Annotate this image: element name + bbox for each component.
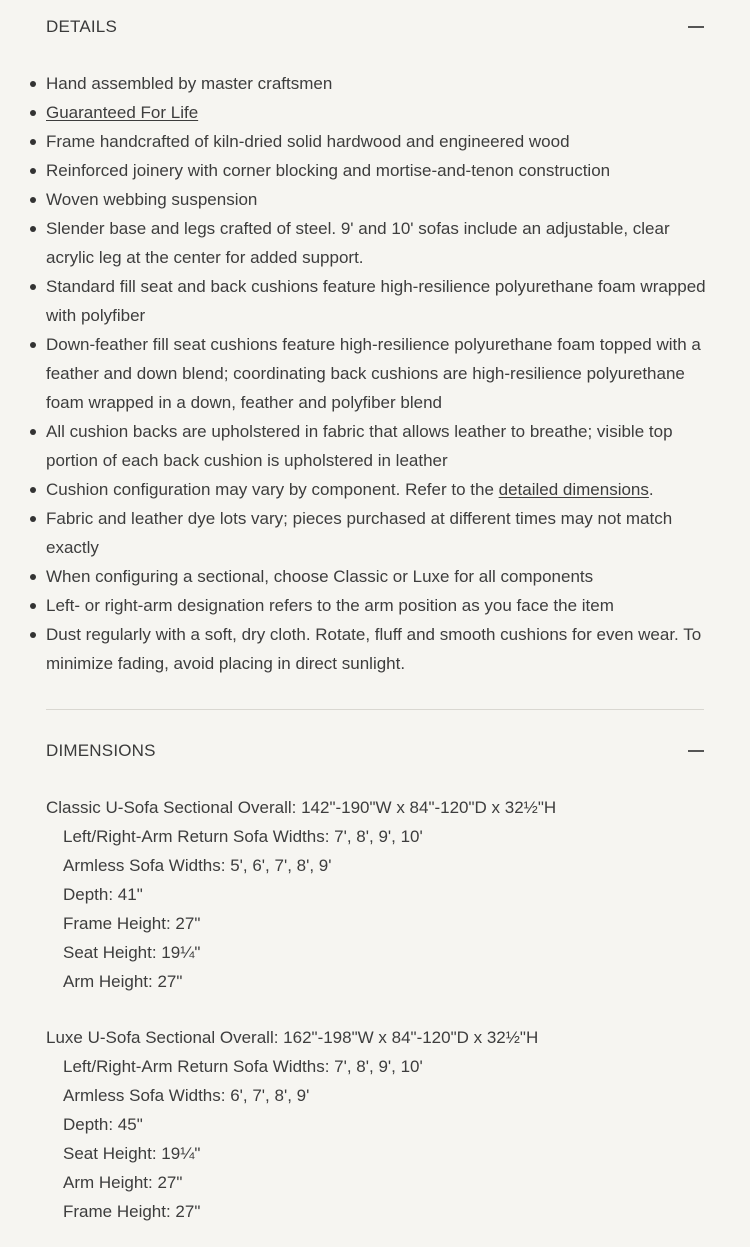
classic-spec: Depth: 41": [63, 885, 143, 904]
list-item: Left- or right-arm designation refers to the arm position as you face the item: [46, 591, 706, 620]
bullet-icon: [30, 284, 36, 290]
details-list: [46, 69, 706, 678]
list-item: Cushion configuration may vary by component. Refer to the detailed dimensions.: [46, 475, 706, 504]
classic-spec: Frame Height: 27": [63, 914, 201, 933]
detailed-dimensions-link[interactable]: detailed dimensions: [498, 480, 649, 499]
bullet-icon: [30, 429, 36, 435]
luxe-spec: Left/Right-Arm Return Sofa Widths: 7', 8', 9', 10': [63, 1057, 423, 1076]
bullet-icon: [30, 574, 36, 580]
luxe-spec: Seat Height: 19¼": [63, 1144, 201, 1163]
list-item: [46, 98, 706, 127]
classic-spec: Left/Right-Arm Return Sofa Widths: 7', 8', 9', 10': [63, 827, 423, 846]
list-item: Slender base and legs crafted of steel. 9' and 10' sofas include an adjustable, clear acrylic leg at the center for added support.: [46, 214, 706, 272]
luxe-spec: Depth: 45": [63, 1115, 143, 1134]
details-title: DETAILS: [46, 17, 117, 36]
bullet-icon: [30, 603, 36, 609]
bullet-icon: [30, 110, 36, 116]
list-item: Frame handcrafted of kiln-dried solid hardwood and engineered wood: [46, 127, 706, 156]
bullet-icon: [30, 139, 36, 145]
list-item: Reinforced joinery with corner blocking and mortise-and-tenon construction: [46, 156, 706, 185]
list-item: When configuring a sectional, choose Classic or Luxe for all components: [46, 562, 706, 591]
list-item: Fabric and leather dye lots vary; pieces purchased at different times may not match exactly: [46, 504, 706, 562]
section-divider: [46, 709, 704, 710]
classic-spec: Arm Height: 27": [63, 972, 183, 991]
list-item: All cushion backs are upholstered in fabric that allows leather to breathe; visible top portion of each back cushion is upholstered in leather: [46, 417, 706, 475]
list-item: Hand assembled by master craftsmen: [46, 69, 706, 98]
dimensions-accordion-header[interactable]: [46, 739, 704, 763]
bullet-icon: [30, 516, 36, 522]
collapse-minus-icon[interactable]: [688, 743, 704, 759]
collapse-minus-icon[interactable]: [688, 19, 704, 35]
list-item: Standard fill seat and back cushions feature high-resilience polyurethane foam wrapped with polyfiber: [46, 272, 706, 330]
list-item: Down-feather fill seat cushions feature high-resilience polyurethane foam topped with a feather and down blend; coordinating back cushions are high-resilience polyurethane foam wrapped in a down, feather and polyfiber blend: [46, 330, 706, 417]
luxe-spec: Frame Height: 27": [63, 1202, 201, 1221]
classic-spec: Seat Height: 19¼": [63, 943, 201, 962]
bullet-icon: [30, 632, 36, 638]
luxe-spec: Arm Height: 27": [63, 1173, 183, 1192]
list-item: Dust regularly with a soft, dry cloth. Rotate, fluff and smooth cushions for even wear. To minimize fading, avoid placing in direct sunlight.: [46, 620, 706, 678]
bullet-icon: [30, 197, 36, 203]
bullet-icon: [30, 226, 36, 232]
bullet-icon: [30, 168, 36, 174]
dimensions-title: DIMENSIONS: [46, 741, 156, 760]
details-accordion-header[interactable]: [46, 15, 704, 39]
classic-overall: Classic U-Sofa Sectional Overall: 142"-190"W x 84"-120"D x 32½"H: [46, 798, 557, 817]
list-item: Woven webbing suspension: [46, 185, 706, 214]
luxe-dimensions: [46, 1023, 706, 1226]
classic-dimensions: [46, 793, 706, 996]
bullet-icon: [30, 487, 36, 493]
guaranteed-for-life-link[interactable]: Guaranteed For Life: [46, 103, 199, 122]
classic-spec: Armless Sofa Widths: 5', 6', 7', 8', 9': [63, 856, 332, 875]
bullet-icon: [30, 342, 36, 348]
luxe-overall: Luxe U-Sofa Sectional Overall: 162"-198"W x 84"-120"D x 32½"H: [46, 1028, 539, 1047]
bullet-icon: [30, 81, 36, 87]
luxe-spec: Armless Sofa Widths: 6', 7', 8', 9': [63, 1086, 310, 1105]
